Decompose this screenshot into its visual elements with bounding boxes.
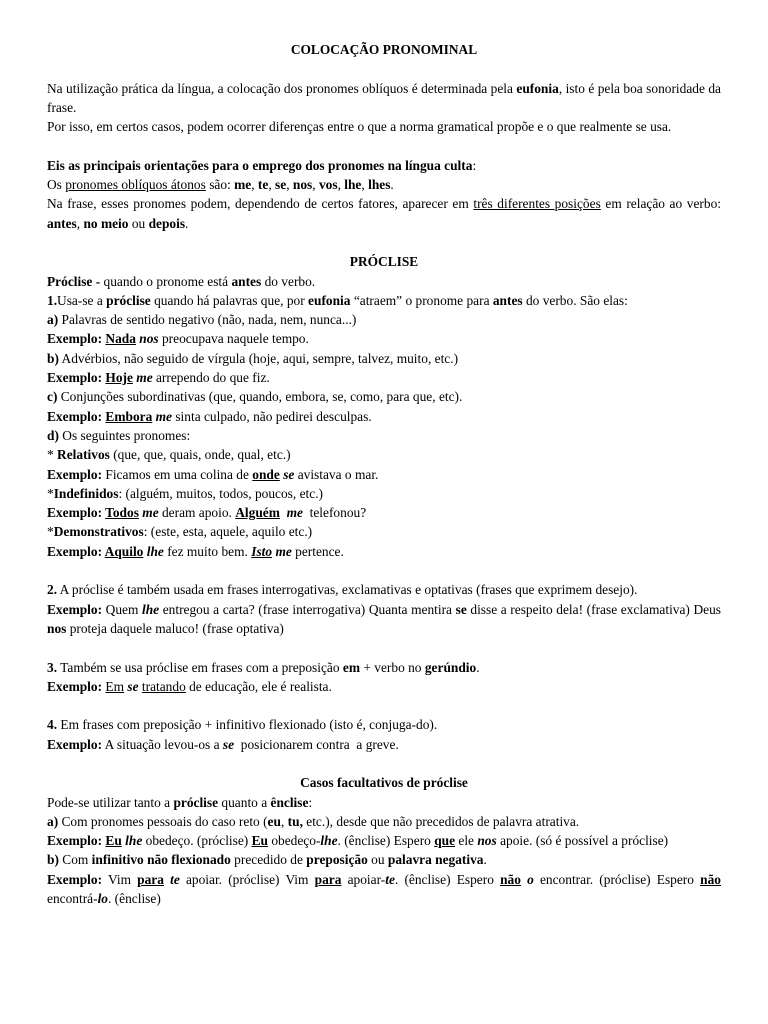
item-a <box>47 310 721 329</box>
example-label: Exemplo: <box>47 601 103 617</box>
term: Indefinidos <box>53 485 119 501</box>
pronoun: se <box>222 736 235 752</box>
rule-4 <box>47 715 721 734</box>
pronoun: lhe <box>344 177 362 193</box>
text-run: : (alguém, muitos, todos, poucos, etc.) <box>118 485 324 501</box>
text-run: A situação levou-os a <box>102 736 223 752</box>
text-run: avistava o mar. <box>294 466 379 482</box>
position-term: depois <box>148 215 186 231</box>
attractor-word: Nada <box>105 331 136 347</box>
attractor-word: não <box>500 871 521 887</box>
pronoun: se <box>283 466 295 482</box>
heading-text: Eis as principais orientações para o emprego dos pronomes na língua culta <box>47 157 473 173</box>
text-run: telefonou? <box>302 505 367 521</box>
term: antes <box>231 273 262 289</box>
text-run: proteja daquele maluco! (frase optativa) <box>66 620 284 636</box>
text-run: , <box>337 177 345 193</box>
rule-2 <box>47 580 721 599</box>
text-run: Também se usa próclise em frases com a preposição <box>57 659 343 675</box>
spacer <box>47 696 721 715</box>
underlined-term: tratando <box>141 678 186 694</box>
text-run: ou <box>367 852 388 868</box>
example-c <box>47 407 721 426</box>
pronoun: o <box>527 871 534 887</box>
pronoun: lhe <box>141 601 160 617</box>
text-run: de educação, ele é realista. <box>185 678 332 694</box>
text-run: (que, que, quais, onde, qual, etc.) <box>109 447 291 463</box>
rule-3 <box>47 658 721 677</box>
text-run: são: <box>205 177 235 193</box>
intro-paragraph-2: Por isso, em certos casos, podem ocorrer diferenças entre o que a norma gramatical propõe e o que realmente se usa. <box>47 119 672 135</box>
text-run <box>280 505 287 520</box>
text-run: em relação ao verbo: <box>600 196 721 212</box>
underlined-term: Em <box>105 678 125 694</box>
pronoun: se <box>455 601 467 617</box>
text-run: obedeço. (próclise) <box>142 833 252 849</box>
text-run: + verbo no <box>360 659 425 675</box>
term: ênclise <box>270 794 309 810</box>
term: eufonia <box>308 292 351 308</box>
pronoun: nos <box>139 331 159 347</box>
attractor-word: que <box>434 833 456 849</box>
pronoun: lhes <box>368 177 391 193</box>
example-a <box>47 329 721 348</box>
pronoun: lhe <box>320 833 338 849</box>
text-run: : (este, esta, aquele, aquilo etc.) <box>143 524 313 540</box>
text-run: obedeço- <box>267 833 321 849</box>
text-run: , <box>280 813 288 829</box>
item-c <box>47 387 721 406</box>
example-label: Exemplo: <box>47 370 106 386</box>
spacer <box>47 59 721 78</box>
pronoun: vos <box>318 177 338 193</box>
text-run: apoiar. (próclise) Vim <box>179 871 315 887</box>
indefinidos-line <box>47 484 721 503</box>
term: próclise <box>173 794 219 810</box>
facultative-example-b <box>47 870 721 909</box>
item-b <box>47 349 721 368</box>
text-run: fez muito bem. <box>163 543 252 559</box>
rule-number: 2. <box>47 582 58 598</box>
item-letter: b) <box>47 852 59 868</box>
text-run: pertence. <box>291 543 344 559</box>
underlined-term: pronomes oblíquos átonos <box>65 177 206 193</box>
text-run: . <box>185 215 189 231</box>
text-run: Palavras de sentido negativo (não, nada, nem, nunca...) <box>58 312 357 328</box>
attractor-word: Aquilo <box>104 543 144 559</box>
pronoun: nos <box>477 833 497 849</box>
text-run: Com <box>58 852 92 868</box>
demonstrativos-line <box>47 522 721 541</box>
attractor-word: não <box>700 871 721 887</box>
text-run: Usa-se a <box>57 292 107 308</box>
text-run: ou <box>128 215 149 231</box>
term: Próclise - <box>47 273 101 289</box>
example-4 <box>47 735 721 754</box>
pronoun: me <box>286 505 303 521</box>
text-run: Conjunções subordinativas (que, quando, embora, se, como, para que, etc). <box>57 389 463 405</box>
term: palavra negativa <box>387 852 484 868</box>
text-run: posicionarem contra a greve. <box>234 736 399 752</box>
text-run: quando há palavras que, por <box>150 292 309 308</box>
example-label: Exemplo: <box>47 833 106 849</box>
term: preposição <box>306 852 368 868</box>
spacer <box>47 233 721 252</box>
proclise-definition <box>47 272 721 291</box>
example-label: Exemplo: <box>47 543 105 559</box>
text-run: , <box>251 177 258 193</box>
pronoun: nos <box>292 177 313 193</box>
item-letter: a) <box>47 813 59 829</box>
pronoun: me <box>275 543 292 559</box>
text-run: ele <box>455 833 478 849</box>
text-run: * <box>47 447 58 463</box>
pronoun: te <box>170 871 180 887</box>
attractor-word: Eu <box>105 833 122 849</box>
example-indefinidos <box>47 503 721 522</box>
text-run: , <box>286 177 293 193</box>
item-d <box>47 426 721 445</box>
text-run: do verbo. São elas: <box>522 292 628 308</box>
item-letter: b) <box>47 350 59 366</box>
pronoun: lhe <box>146 543 164 559</box>
text-run: : <box>308 794 313 810</box>
text-run: , <box>312 177 319 193</box>
item-letter: c) <box>47 389 58 405</box>
example-2 <box>47 600 721 639</box>
example-demonstrativos <box>47 542 721 561</box>
attractor-word: para <box>137 871 164 887</box>
example-label: Exemplo: <box>47 736 103 752</box>
pronoun: te <box>257 177 269 193</box>
text-run: sinta culpado, não pedirei desculpas. <box>172 408 372 424</box>
text-run: do verbo. <box>261 273 316 289</box>
facultative-item-a <box>47 812 721 831</box>
spacer <box>47 754 721 773</box>
text-run: deram apoio. <box>158 505 236 521</box>
example-3 <box>47 677 721 696</box>
text-run: . (ênclise) Espero <box>337 833 435 849</box>
attractor-word: Isto <box>251 543 273 559</box>
text-run: Com pronomes pessoais do caso reto ( <box>58 813 268 829</box>
text-run: : <box>472 157 477 173</box>
facultative-title: Casos facultativos de próclise <box>300 775 468 791</box>
text-run: apoie. (só é possível a próclise) <box>496 833 669 849</box>
item-letter: d) <box>47 427 59 443</box>
text-run: entregou a carta? (frase interrogativa) Quanta mentira <box>159 601 456 617</box>
oblique-pronouns-line <box>47 175 721 194</box>
term: próclise <box>106 292 151 308</box>
text-run: , <box>76 215 84 231</box>
emphasis-eufonia: eufonia <box>516 80 559 96</box>
text-run: quando o pronome está <box>100 273 232 289</box>
text-run: A próclise é também usada em frases interrogativas, exclamativas e optativas (frases que exprimem desejo). <box>57 582 638 598</box>
pronoun: me <box>142 505 159 521</box>
relativos-line <box>47 445 721 464</box>
text-run: apoiar- <box>341 871 386 887</box>
rule-1 <box>47 291 721 310</box>
example-relativos <box>47 465 721 484</box>
pronoun: lhe <box>125 833 143 849</box>
text-run: encontrar. (próclise) Espero <box>533 871 701 887</box>
pronoun: lo <box>97 891 108 907</box>
rule-number: 1. <box>47 292 58 308</box>
term: antes <box>492 292 523 308</box>
text-run: Na utilização prática da língua, a colocação dos pronomes oblíquos é determinada pela <box>47 80 517 96</box>
pronoun: se <box>127 678 139 694</box>
facultative-item-b <box>47 850 721 869</box>
page-title: COLOCAÇÃO PRONOMINAL <box>290 42 478 57</box>
underlined-term: três diferentes posições <box>473 196 601 212</box>
text-run: , <box>361 177 369 193</box>
intro-paragraph-1 <box>47 79 721 118</box>
facultative-example-a <box>47 831 721 850</box>
text-run: Vim <box>102 871 138 887</box>
pronoun: me <box>234 177 252 193</box>
text-run: Na frase, esses pronomes podem, dependendo de certos fatores, aparecer em <box>47 196 474 212</box>
pronoun: tu, <box>287 813 303 829</box>
pronoun: eu <box>267 813 281 829</box>
text-run: . (ênclise) <box>107 891 161 907</box>
text-run: Os <box>47 177 66 193</box>
attractor-word: Hoje <box>105 370 133 386</box>
attractor-word: Eu <box>251 833 268 849</box>
proclise-title: PRÓCLISE <box>349 254 419 270</box>
text-run: precedido de <box>230 852 307 868</box>
text-run: etc.), desde que não precedidos de palavra atrativa. <box>302 813 580 829</box>
example-label: Exemplo: <box>47 466 103 482</box>
term: Relativos <box>57 447 110 463</box>
item-letter: a) <box>47 312 59 328</box>
rule-number: 4. <box>47 717 58 733</box>
spacer <box>47 561 721 580</box>
orientation-heading <box>47 156 721 175</box>
text-run: quanto a <box>218 794 271 810</box>
pronoun: te <box>385 871 395 887</box>
text-run: Advérbios, não seguido de vírgula (hoje, aqui, sempre, talvez, muito, etc.) <box>58 350 459 366</box>
term: em <box>342 659 361 675</box>
attractor-word: Embora <box>105 408 153 424</box>
text-run: . <box>476 659 480 675</box>
text-run: , isto é pela boa sonoridade da frase. <box>47 80 721 115</box>
example-label: Exemplo: <box>47 505 106 521</box>
pronoun: se <box>275 177 287 193</box>
text-run: . <box>390 177 394 193</box>
position-term: no meio <box>83 215 129 231</box>
attractor-word: Alguém <box>235 505 280 521</box>
attractor-word: onde <box>252 466 280 482</box>
text-run: . <box>483 852 487 868</box>
text-run: Quem <box>102 601 142 617</box>
term: Demonstrativos <box>53 524 144 540</box>
text-run: * <box>47 524 54 540</box>
spacer <box>47 638 721 657</box>
example-label: Exemplo: <box>47 331 106 347</box>
attractor-word: Todos <box>105 505 139 521</box>
example-label: Exemplo: <box>47 678 103 694</box>
example-label: Exemplo: <box>47 408 106 424</box>
position-term: antes <box>47 215 77 231</box>
text-run: Em frases com preposição + infinitivo flexionado (isto é, conjuga-do). <box>57 717 438 733</box>
attractor-word: para <box>314 871 342 887</box>
text-run: , <box>268 177 276 193</box>
text-run: arrependo do que fiz. <box>152 370 270 386</box>
text-run: Pode-se utilizar tanto a <box>47 794 174 810</box>
example-label: Exemplo: <box>47 871 103 887</box>
pronoun: me <box>155 408 172 424</box>
term: gerúndio <box>424 659 477 675</box>
text-run: preocupava naquele tempo. <box>158 331 309 347</box>
text-run: . (ênclise) Espero <box>394 871 501 887</box>
text-run: Ficamos em uma colina de <box>102 466 253 482</box>
example-b <box>47 368 721 387</box>
text-run: disse a respeito dela! (frase exclamativa) Deus <box>466 601 722 617</box>
text-run: encontrá- <box>47 891 98 907</box>
term: infinitivo não flexionado <box>91 852 231 868</box>
text-run: Os seguintes pronomes: <box>58 427 191 443</box>
pronoun: me <box>136 370 153 386</box>
pronoun: nos <box>47 620 67 636</box>
text-run: * <box>47 485 54 501</box>
text-run: “atraem” o pronome para <box>350 292 493 308</box>
rule-number: 3. <box>47 659 58 675</box>
positions-paragraph <box>47 194 721 233</box>
facultative-intro <box>47 793 721 812</box>
spacer <box>47 136 721 155</box>
